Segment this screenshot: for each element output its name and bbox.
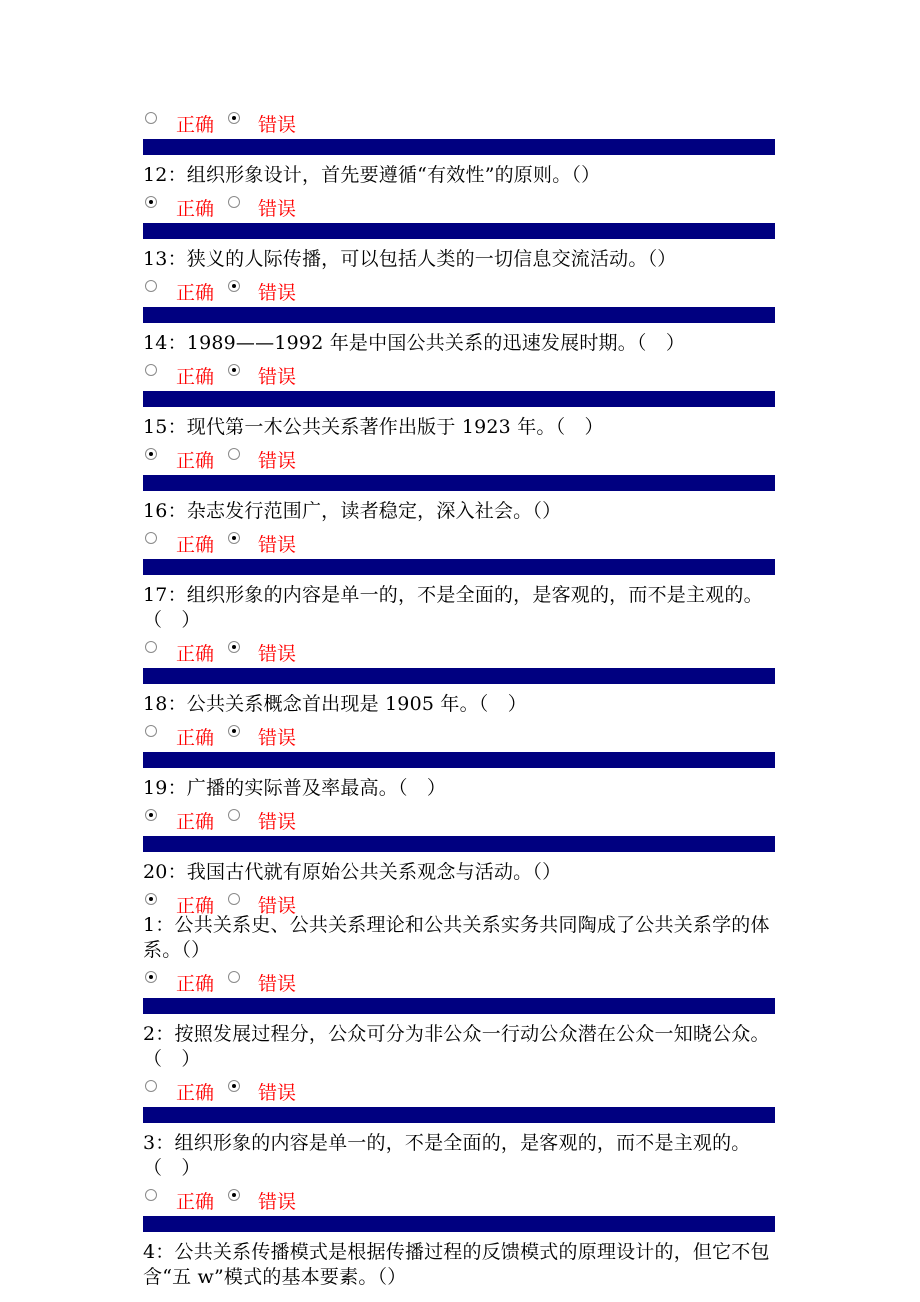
radio-correct-icon[interactable] (145, 112, 157, 124)
question-block (143, 860, 775, 917)
option-label-correct: 正确 (176, 973, 215, 995)
option-correct[interactable] (143, 440, 228, 474)
radio-correct-icon[interactable] (145, 280, 157, 292)
option-wrong[interactable] (228, 963, 296, 997)
radio-correct-icon[interactable] (145, 1080, 157, 1092)
radio-correct-icon[interactable] (145, 893, 157, 905)
radio-wrong-icon[interactable] (228, 1080, 240, 1092)
separator-bar (143, 836, 775, 852)
answer-options (143, 717, 775, 749)
option-correct[interactable] (143, 524, 228, 558)
radio-wrong-icon[interactable] (228, 809, 240, 821)
separator-bar (143, 1216, 775, 1232)
option-correct[interactable] (143, 963, 228, 997)
option-label-wrong: 错误 (258, 450, 297, 472)
answer-options (143, 963, 775, 995)
option-wrong[interactable] (228, 104, 296, 138)
option-correct[interactable] (143, 272, 228, 306)
answer-options (143, 104, 775, 136)
radio-wrong-icon[interactable] (228, 280, 240, 292)
question-text: 12：组织形象设计，首先要遵循“有效性”的原则。（） (143, 164, 601, 186)
option-wrong[interactable] (228, 440, 296, 474)
radio-correct-icon[interactable] (145, 196, 157, 208)
radio-correct-icon[interactable] (145, 725, 157, 737)
question-text: 13：狭义的人际传播，可以包括人类的一切信息交流活动。（） (143, 248, 677, 270)
question-text: 16：杂志发行范围广，读者稳定，深入社会。（） (143, 500, 562, 522)
separator-bar (143, 559, 775, 575)
radio-wrong-icon[interactable] (228, 1189, 240, 1201)
separator-bar (143, 668, 775, 684)
radio-correct-icon[interactable] (145, 1189, 157, 1201)
answer-options (143, 188, 775, 220)
option-label-correct: 正确 (176, 811, 215, 833)
option-label-wrong: 错误 (258, 643, 297, 665)
option-label-correct: 正确 (176, 198, 215, 220)
question-block (143, 499, 775, 575)
separator-bar (143, 307, 775, 323)
separator-bar (143, 752, 775, 768)
option-correct[interactable] (143, 104, 228, 138)
option-wrong[interactable] (228, 188, 296, 222)
answer-options (143, 1181, 775, 1213)
option-correct[interactable] (143, 633, 228, 667)
option-label-wrong: 错误 (258, 895, 297, 917)
separator-bar (143, 475, 775, 491)
option-label-correct: 正确 (176, 643, 215, 665)
answer-options (143, 356, 775, 388)
option-label-correct: 正确 (176, 114, 215, 136)
question-text: 19：广播的实际普及率最高。（ ） (143, 777, 447, 799)
question-text: 17：组织形象的内容是单一的，不是全面的，是客观的，而不是主观的。（ ） (143, 584, 763, 631)
radio-wrong-icon[interactable] (228, 196, 240, 208)
radio-wrong-icon[interactable] (228, 971, 240, 983)
option-wrong[interactable] (228, 524, 296, 558)
radio-wrong-icon[interactable] (228, 893, 240, 905)
option-wrong[interactable] (228, 633, 296, 667)
question-text: 15：现代第一木公共关系著作出版于 1923 年。（ ） (143, 416, 604, 438)
question-block (143, 913, 775, 1014)
question-block (143, 583, 775, 684)
option-wrong[interactable] (228, 717, 296, 751)
radio-wrong-icon[interactable] (228, 112, 240, 124)
question-block (143, 776, 775, 852)
question-text: 1：公共关系史、公共关系理论和公共关系实务共同陶成了公共关系学的体系。（） (143, 914, 770, 961)
question-block (143, 1131, 775, 1232)
option-label-wrong: 错误 (258, 282, 297, 304)
option-label-wrong: 错误 (258, 534, 297, 556)
option-wrong[interactable] (228, 801, 296, 835)
separator-bar (143, 139, 775, 155)
option-correct[interactable] (143, 801, 228, 835)
option-label-wrong: 错误 (258, 973, 297, 995)
radio-correct-icon[interactable] (145, 532, 157, 544)
answer-options (143, 440, 775, 472)
separator-bar (143, 223, 775, 239)
radio-wrong-icon[interactable] (228, 448, 240, 460)
question-text: 14：1989——1992 年是中国公共关系的迅速发展时期。（ ） (143, 332, 686, 354)
option-wrong[interactable] (228, 1181, 296, 1215)
option-wrong[interactable] (228, 272, 296, 306)
option-label-correct: 正确 (176, 534, 215, 556)
separator-bar (143, 1107, 775, 1123)
option-label-correct: 正确 (176, 366, 215, 388)
question-text: 18：公共关系概念首出现是 1905 年。（ ） (143, 693, 527, 715)
option-correct[interactable] (143, 356, 228, 390)
option-label-correct: 正确 (176, 282, 215, 304)
question-text: 20：我国古代就有原始公共关系观念与活动。（） (143, 861, 562, 883)
question-text: 3：组织形象的内容是单一的，不是全面的，是客观的，而不是主观的。（ ） (143, 1132, 751, 1179)
option-label-wrong: 错误 (258, 114, 297, 136)
answer-options (143, 633, 775, 665)
option-correct[interactable] (143, 188, 228, 222)
answer-options (143, 272, 775, 304)
option-correct[interactable] (143, 1072, 228, 1106)
question-block (143, 692, 775, 768)
separator-bar (143, 998, 775, 1014)
radio-correct-icon[interactable] (145, 809, 157, 821)
question-block (143, 331, 775, 407)
question-block (143, 163, 775, 239)
question-block (143, 247, 775, 323)
option-label-correct: 正确 (176, 1191, 215, 1213)
radio-wrong-icon[interactable] (228, 364, 240, 376)
radio-wrong-icon[interactable] (228, 532, 240, 544)
option-correct[interactable] (143, 717, 228, 751)
separator-bar (143, 391, 775, 407)
quiz-page (143, 104, 775, 1290)
answer-options (143, 885, 775, 917)
option-label-correct: 正确 (176, 1082, 215, 1104)
answer-options (143, 801, 775, 833)
answer-options (143, 1072, 775, 1104)
question-block (143, 1240, 775, 1290)
answer-options (143, 524, 775, 556)
option-label-correct: 正确 (176, 727, 215, 749)
option-label-wrong: 错误 (258, 198, 297, 220)
radio-correct-icon[interactable] (145, 364, 157, 376)
option-wrong[interactable] (228, 1072, 296, 1106)
question-block (143, 415, 775, 491)
question-text: 2：按照发展过程分，公众可分为非公众一行动公众潜在公众一知晓公众。（ ） (143, 1023, 770, 1070)
question-block (143, 1022, 775, 1123)
question-block (143, 104, 775, 155)
option-label-wrong: 错误 (258, 811, 297, 833)
radio-correct-icon[interactable] (145, 971, 157, 983)
option-label-correct: 正确 (176, 450, 215, 472)
option-label-wrong: 错误 (258, 366, 297, 388)
option-wrong[interactable] (228, 356, 296, 390)
option-label-wrong: 错误 (258, 727, 297, 749)
radio-correct-icon[interactable] (145, 448, 157, 460)
option-label-wrong: 错误 (258, 1191, 297, 1213)
question-text: 4：公共关系传播模式是根据传播过程的反馈模式的原理设计的，但它不包含“五 w”模式的基本要素。（） (143, 1241, 770, 1288)
option-correct[interactable] (143, 1181, 228, 1215)
radio-correct-icon[interactable] (145, 641, 157, 653)
option-label-wrong: 错误 (258, 1082, 297, 1104)
radio-wrong-icon[interactable] (228, 725, 240, 737)
option-label-correct: 正确 (176, 895, 215, 917)
radio-wrong-icon[interactable] (228, 641, 240, 653)
